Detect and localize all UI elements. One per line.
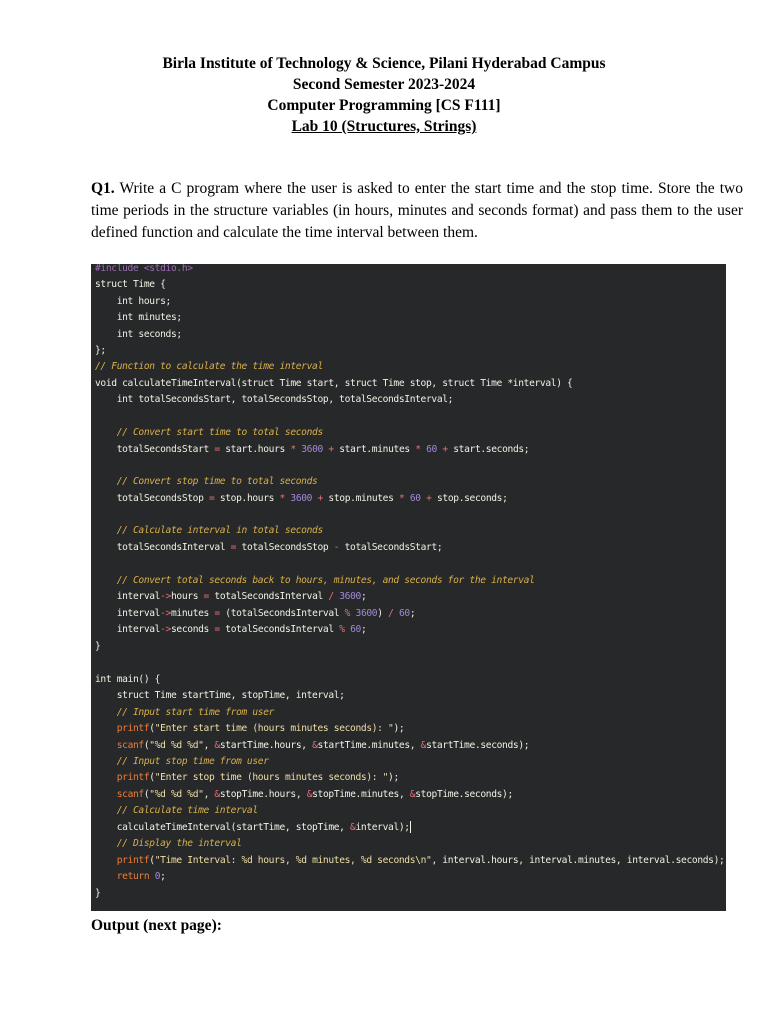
course-title: Computer Programming [CS F111] [267, 97, 501, 114]
code-comment: // Input stop time from user [95, 756, 269, 767]
document-header [0, 53, 768, 137]
code-comment: // Calculate interval in total seconds [95, 525, 323, 536]
code-line: int seconds; [95, 329, 182, 340]
code-line: printf("Enter stop time (hours minutes seconds): "); [116, 772, 399, 783]
question-text: Write a C program where the user is asked to enter the start time and the stop time. Store the two time periods in the structure variables (in hours, minutes and seconds format) and pass them to the user defined function and calculate the time interval between them. [91, 180, 743, 241]
code-line: int totalSecondsStart, totalSecondsStop, totalSecondsInterval; [95, 394, 454, 405]
code-line: scanf("%d %d %d", &startTime.hours, &startTime.minutes, &startTime.seconds); [116, 740, 530, 751]
semester-line: Second Semester 2023-2024 [292, 76, 476, 93]
code-line: } [95, 888, 101, 899]
code-line: struct Time startTime, stopTime, interval; [95, 690, 345, 701]
text-cursor [410, 821, 411, 833]
code-comment: // Input start time from user [95, 707, 275, 718]
code-screenshot [91, 264, 726, 911]
code-line: totalSecondsStop = stop.hours * 3600 + stop.minutes * 60 + stop.seconds; [95, 493, 508, 504]
lab-title: Lab 10 (Structures, Strings) [291, 118, 477, 135]
code-line: printf("Time Interval: %d hours, %d minutes, %d seconds\n", interval.hours, interval.minutes, interval.seconds); [116, 855, 725, 866]
code-comment: // Display the interval [95, 838, 242, 849]
code-comment: // Convert stop time to total seconds [95, 476, 318, 487]
code-line: void calculateTimeInterval(struct Time start, struct Time stop, struct Time *interval) { [95, 378, 573, 389]
code-line: interval->seconds = totalSecondsInterval % 60; [95, 624, 367, 635]
code-comment: // Convert start time to total seconds [95, 427, 323, 438]
code-line: } [95, 641, 101, 652]
code-line: totalSecondsInterval = totalSecondsStop - totalSecondsStart; [95, 542, 443, 553]
code-line: #include <stdio.h> [95, 264, 193, 274]
code-line: interval->hours = totalSecondsInterval / 3600; [95, 591, 367, 602]
code-line: totalSecondsStart = start.hours * 3600 + start.minutes * 60 + start.seconds; [95, 444, 530, 455]
output-label: Output (next page): [91, 917, 222, 934]
code-line: struct Time { [95, 279, 166, 290]
code-line: int minutes; [95, 312, 182, 323]
question-label: Q1. [91, 180, 115, 197]
code-line: }; [95, 345, 106, 356]
question-paragraph [91, 178, 743, 244]
code-line: return 0; [116, 871, 166, 882]
code-line: interval->minutes = (totalSecondsInterval % 3600) / 60; [95, 608, 416, 619]
code-line: int hours; [95, 296, 171, 307]
code-line: printf("Enter start time (hours minutes seconds): "); [116, 723, 405, 734]
code-comment: // Calculate time interval [95, 805, 258, 816]
institute-name: Birla Institute of Technology & Science, Pilani Hyderabad Campus [162, 55, 606, 72]
code-line: calculateTimeInterval(startTime, stopTime, &interval); [95, 822, 410, 833]
code-line: int main() { [95, 674, 161, 685]
code-comment: // Convert total seconds back to hours, minutes, and seconds for the interval [95, 575, 535, 586]
code-line: scanf("%d %d %d", &stopTime.hours, &stopTime.minutes, &stopTime.seconds); [116, 789, 513, 800]
code-comment: // Function to calculate the time interval [95, 361, 323, 372]
